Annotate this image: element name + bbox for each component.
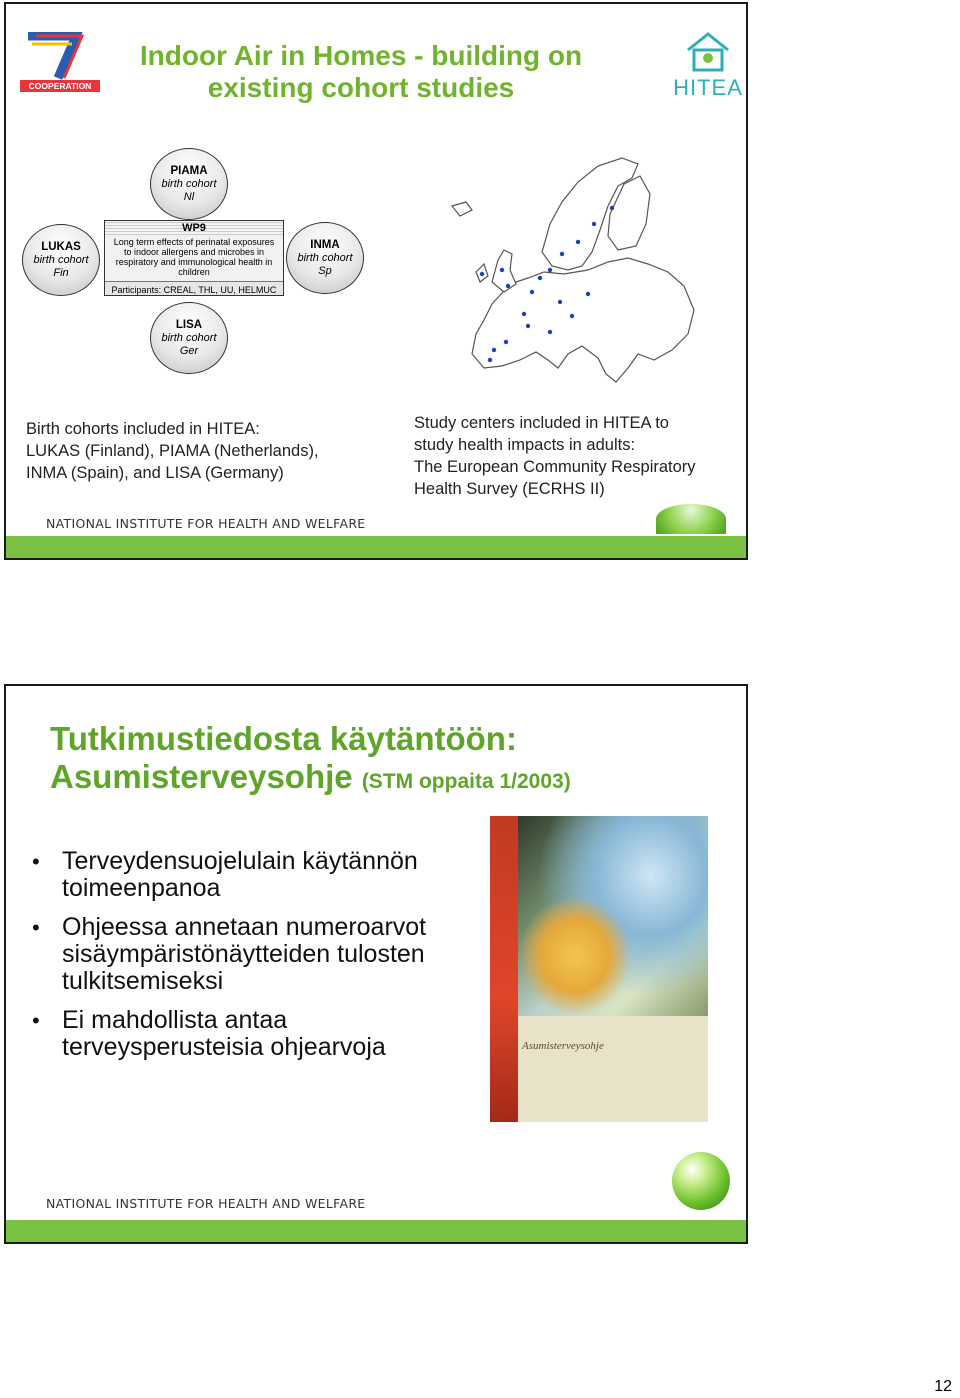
map-dot [488,358,492,362]
map-dot [610,206,614,210]
map-dot [480,272,484,276]
inma-name: INMA [310,239,340,251]
page-number: 12 [934,1378,952,1395]
slide-1-green-bar [6,536,746,558]
map-dot [522,312,526,316]
map-dot [558,300,562,304]
study-centers-line-1: Study centers included in HITEA to [414,414,669,432]
map-dot [526,324,530,328]
slide-2 [4,684,748,1244]
study-centers-text [414,412,696,500]
cover-photo [518,816,708,1016]
study-centers-line-2: study health impacts in adults: [414,436,636,454]
study-centers-line-4: Health Survey (ECRHS II) [414,480,605,498]
map-dot [548,268,552,272]
iceland-landmass [452,202,472,216]
map-dot [586,292,590,296]
map-dot [576,240,580,244]
slide-1-title: Indoor Air in Homes - building on existing cohort studies [139,40,583,103]
inma-country: Sp [318,265,332,277]
wp9-description: Long term effects of perinatal exposures to indoor allergens and microbes in respiratory and immunological health in children [113,237,275,277]
wp9-box [104,220,284,296]
bullet-list [32,848,452,1073]
book-cover-image [490,816,708,1122]
lukas-name: LUKAS [41,241,81,253]
bullet-item [32,848,452,902]
map-dot [592,222,596,226]
study-centers-line-3: The European Community Respiratory [414,458,696,476]
cover-red-stripe [490,816,518,1122]
map-dot [570,314,574,318]
hitea-logo-text: HITEA [673,75,743,100]
map-dot [548,330,552,334]
slide-1 [4,2,748,560]
birth-cohorts-line-1: Birth cohorts included in HITEA: [26,420,260,438]
slide-2-title [50,720,571,801]
piama-country: Nl [183,191,195,203]
bullet-text: Ohjeessa annetaan numeroarvot sisäympäristönäytteiden tulosten tulkitsemiseksi [62,913,427,995]
map-dot [538,276,542,280]
map-dot [560,252,564,256]
slide-2-title-line-2 [50,758,571,801]
map-dot [530,290,534,294]
bullet-text: Terveydensuojelulain käytännön toimeenpanoa [62,847,418,902]
birth-cohorts-line-2: LUKAS (Finland), PIAMA (Netherlands), [26,442,319,460]
lisa-name: LISA [175,319,203,331]
globe-icon [672,1152,730,1210]
slide-2-green-bar [6,1220,746,1242]
bullet-text: Ei mahdollista antaa terveysperusteisia ohjearvoja [62,1006,386,1061]
hitea-logo [668,28,748,98]
britain-landmass [492,250,516,292]
bullet-item [32,914,452,995]
bullet-item [32,1007,452,1061]
lukas-country: Fin [53,267,69,279]
house-icon [668,28,748,72]
lisa-type: birth cohort [161,332,217,344]
piama-cohort-circle [150,148,228,220]
bullet-dot-icon: • [32,849,40,874]
globe-icon [656,504,726,534]
wp9-title: WP9 [105,221,283,235]
fp7-logo [18,32,102,94]
slide-2-title-main: Asumisterveysohje [50,758,353,795]
slide-2-title-line-1: Tutkimustiedosta käytäntöön: [50,720,517,757]
lisa-cohort-circle [150,302,228,374]
cover-title: Asumisterveysohje [522,1040,604,1052]
fp7-logo-label: COOPERATION [28,81,92,91]
birth-cohorts-line-3: INMA (Spain), and LISA (Germany) [26,464,284,482]
bullet-dot-icon: • [32,915,40,940]
lukas-type: birth cohort [33,254,89,266]
piama-name: PIAMA [170,165,208,177]
birth-cohorts-text [26,418,319,484]
lisa-country: Ger [179,345,199,357]
inma-cohort-circle [286,222,364,294]
slide-2-title-subtitle: (STM oppaita 1/2003) [361,770,571,793]
inma-type: birth cohort [297,252,353,264]
bullet-dot-icon: • [32,1008,40,1033]
wp9-participants: Participants: CREAL, THL, UU, HELMUC [105,281,283,295]
cover-lower-panel [518,1016,708,1122]
lukas-cohort-circle [22,224,100,296]
map-dot [506,284,510,288]
slide-2-footer: NATIONAL INSTITUTE FOR HEALTH AND WELFARE [46,1196,366,1211]
slide-1-footer: NATIONAL INSTITUTE FOR HEALTH AND WELFARE [46,516,366,531]
piama-type: birth cohort [161,178,217,190]
map-dot [492,348,496,352]
map-dot [500,268,504,272]
europe-map [432,154,702,390]
map-dot [504,340,508,344]
